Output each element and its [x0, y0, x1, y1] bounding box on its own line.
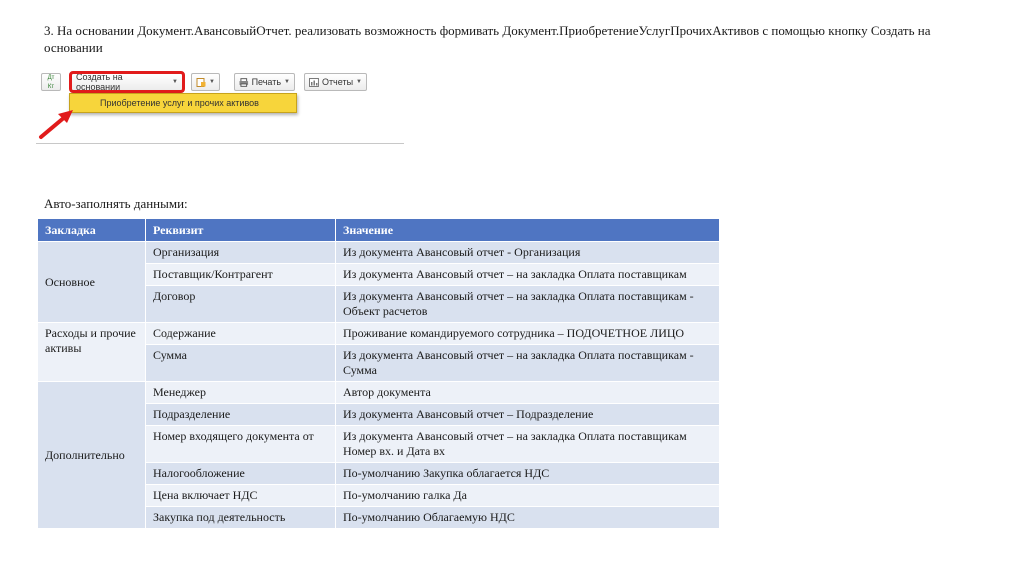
- value-cell: Проживание командируемого сотрудника – ПОДОЧЕТНОЕ ЛИЦО: [336, 323, 720, 345]
- field-cell: Налогообложение: [146, 463, 336, 485]
- field-cell: Менеджер: [146, 382, 336, 404]
- group-cell: Расходы и прочие активы: [38, 323, 146, 382]
- group-cell: Дополнительно: [38, 382, 146, 529]
- intro-text: 3. На основании Документ.АвансовыйОтчет. реализовать возможность формивать Документ.ПриобретениеУслугПрочихАктивов с помощью кнопку Создать на основании: [44, 23, 931, 55]
- value-cell: Из документа Авансовый отчет – на закладка Оплата поставщикам Номер вх. и Дата вх: [336, 426, 720, 463]
- printer-icon: [239, 78, 249, 87]
- reports-button[interactable]: [304, 73, 367, 91]
- field-cell: Цена включает НДС: [146, 485, 336, 507]
- table-row: [38, 242, 720, 264]
- document-menu-button[interactable]: [191, 73, 220, 91]
- value-cell: По-умолчанию Облагаемую НДС: [336, 507, 720, 529]
- chevron-down-icon: ▼: [356, 79, 362, 85]
- dt-kt-button[interactable]: [41, 73, 61, 91]
- value-cell: По-умолчанию галка Да: [336, 485, 720, 507]
- field-cell: Поставщик/Контрагент: [146, 264, 336, 286]
- field-cell: Содержание: [146, 323, 336, 345]
- autofill-label: Авто-заполнять данными:: [44, 196, 188, 211]
- header-tab: Закладка: [38, 219, 146, 242]
- header-value: Значение: [336, 219, 720, 242]
- field-cell: Номер входящего документа от: [146, 426, 336, 463]
- value-cell: По-умолчанию Закупка облагается НДС: [336, 463, 720, 485]
- create-based-on-button[interactable]: [71, 73, 183, 91]
- field-cell: Организация: [146, 242, 336, 264]
- dropdown-item-label: Приобретение услуг и прочих активов: [100, 98, 259, 108]
- table-header-row: [38, 219, 720, 242]
- value-cell: Из документа Авансовый отчет – на закладка Оплата поставщикам: [336, 264, 720, 286]
- table-row: [38, 323, 720, 345]
- value-cell: Из документа Авансовый отчет – Подразделение: [336, 404, 720, 426]
- table-row: [38, 382, 720, 404]
- field-cell: Сумма: [146, 345, 336, 382]
- dropdown-item-acquisition[interactable]: [69, 93, 297, 113]
- print-button[interactable]: [234, 73, 295, 91]
- autofill-table: [37, 218, 720, 529]
- create-based-on-label: Создать на основании: [76, 72, 123, 92]
- kt-label: Кт: [47, 83, 55, 90]
- reports-label: Отчеты: [321, 77, 354, 87]
- header-field: Реквизит: [146, 219, 336, 242]
- toolbar-screenshot: [36, 70, 404, 144]
- chevron-down-icon: ▼: [209, 79, 215, 85]
- report-icon: [309, 78, 319, 87]
- field-cell: Закупка под деятельность: [146, 507, 336, 529]
- group-cell: Основное: [38, 242, 146, 323]
- field-cell: Договор: [146, 286, 336, 323]
- value-cell: Из документа Авансовый отчет – на закладка Оплата поставщикам - Объект расчетов: [336, 286, 720, 323]
- value-cell: Из документа Авансовый отчет - Организация: [336, 242, 720, 264]
- document-icon: [196, 78, 206, 87]
- red-arrow-icon: [36, 106, 76, 142]
- chevron-down-icon: ▼: [284, 79, 290, 85]
- value-cell: Из документа Авансовый отчет – на закладка Оплата поставщикам - Сумма: [336, 345, 720, 382]
- chevron-down-icon: ▼: [172, 79, 178, 85]
- value-cell: Автор документа: [336, 382, 720, 404]
- print-label: Печать: [251, 77, 282, 87]
- field-cell: Подразделение: [146, 404, 336, 426]
- dt-label: Дт: [47, 74, 55, 81]
